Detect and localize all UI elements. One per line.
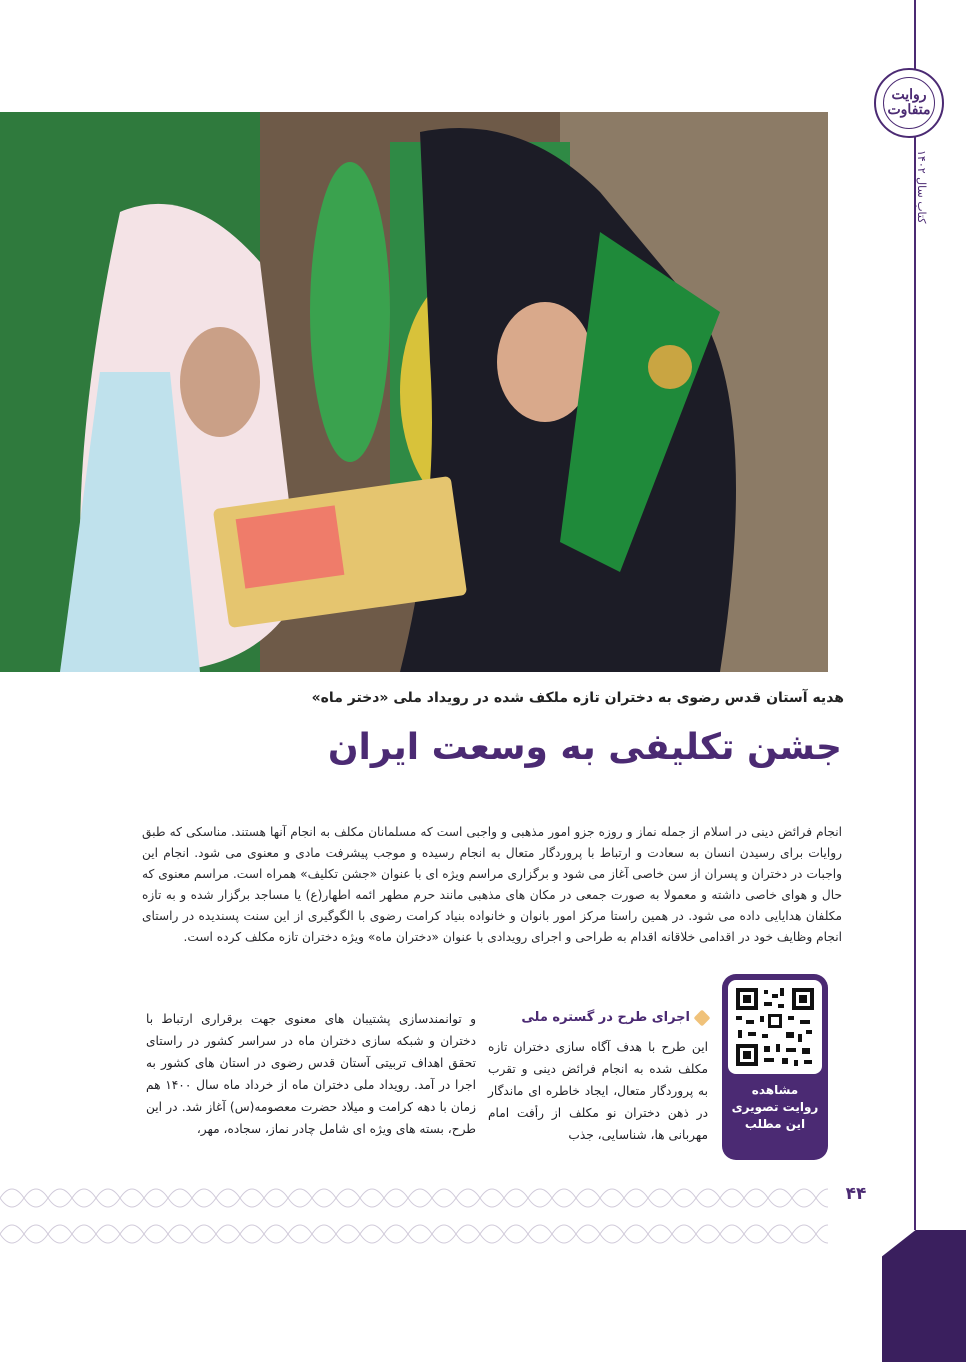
hero-photo xyxy=(0,112,828,672)
bottom-tab-decoration xyxy=(882,1230,966,1362)
qr-code[interactable] xyxy=(728,980,822,1074)
article-body: انجام فرائض دینی در اسلام از جمله نماز و روزه جزو امور مذهبی و واجبی است که مسلمانان مکلف به انجام آنها هستند. مناسکی که طبق روایات برای رسیدن انسان به سعادت و ارتباط با پروردگار متعال به انجام رسیده و موجب پیشرفت مادی و معنوی می شود. انجام این واجبات در دختران و پسران از سن خاصی آغاز می شود و برگزاری مراسم ویژه ای با عنوان «جشن تکلیف» همراه است. مراسم معنوی که حال و هوای خاصی داشته و معمولا به صورت جمعی در مکان های مذهبی مانند حرم مطهر ائمه اطهار(ع) یا مساجد برگزار شده و به تازه مکلفان هدایایی داده می شود. در همین راستا مرکز امور بانوان و خانواده بنیاد کرامت رضوی با الگوگیری از این سنت پسندیده در راستای انجام وظایف خود در اقدامی خلاقانه اقدام به طراحی و اجرای رویدادی با عنوان «دختران ماه» ویژه دختران تازه مکلف کرده است. xyxy=(142,825,842,944)
section-heading-text: اجرای طرح در گستره ملی xyxy=(521,1010,690,1025)
column-left-text: و توانمندسازی پشتیبان های معنوی جهت برقراری ارتباط با دختران و شبکه سازی دختران ماه در سراسر کشور در راستای تحقق اهداف تربیتی آستان قدس رضوی در استان های کشور به اجرا در آمد. رویداد ملی دختران ماه از خرداد ماه سال ۱۴۰۰ هم زمان با دهه کرامت و میلاد حضرت معصومه(س) آغاز شد. در این طرح، بسته های ویژه ای شامل چادر نماز، سجاده، مهر، xyxy=(146,1012,476,1136)
qr-code-icon xyxy=(734,986,816,1068)
qr-label-line-3: این مطلب xyxy=(744,1117,806,1131)
qr-label-line-2: روایت تصویری xyxy=(731,1100,819,1114)
page-number: ۴۴ xyxy=(845,1184,867,1204)
decorative-pattern xyxy=(0,1180,828,1252)
photo-illustration xyxy=(0,112,828,672)
magazine-logo xyxy=(874,68,944,138)
logo-text: روایت متفاوت xyxy=(883,77,935,129)
photo-subtitle: هدیه آستان قدس رضوی به دختران تازه ملکف شده در رویداد ملی «دختر ماه» xyxy=(311,690,844,706)
qr-card[interactable] xyxy=(722,974,828,1160)
qr-label xyxy=(732,1082,819,1133)
column-right-text: این طرح با هدف آگاه سازی دختران تازه مکلف شده به انجام فرائض دینی و تقرب به پروردگار متعال، ایجاد خاطره ای ماندگار در ذهن دختران نو مکلف از رأفت امام مهربانی ها، شناسایی، جذب xyxy=(488,1040,708,1142)
section-heading xyxy=(488,1010,708,1025)
side-caption: کتاب سال ۱۴۰۲ xyxy=(915,150,928,224)
article-title: جشن تکلیفی به وسعت ایران xyxy=(327,727,842,768)
qr-label-line-1: مشاهده xyxy=(751,1083,799,1097)
diamond-bullet-icon xyxy=(694,1009,711,1026)
